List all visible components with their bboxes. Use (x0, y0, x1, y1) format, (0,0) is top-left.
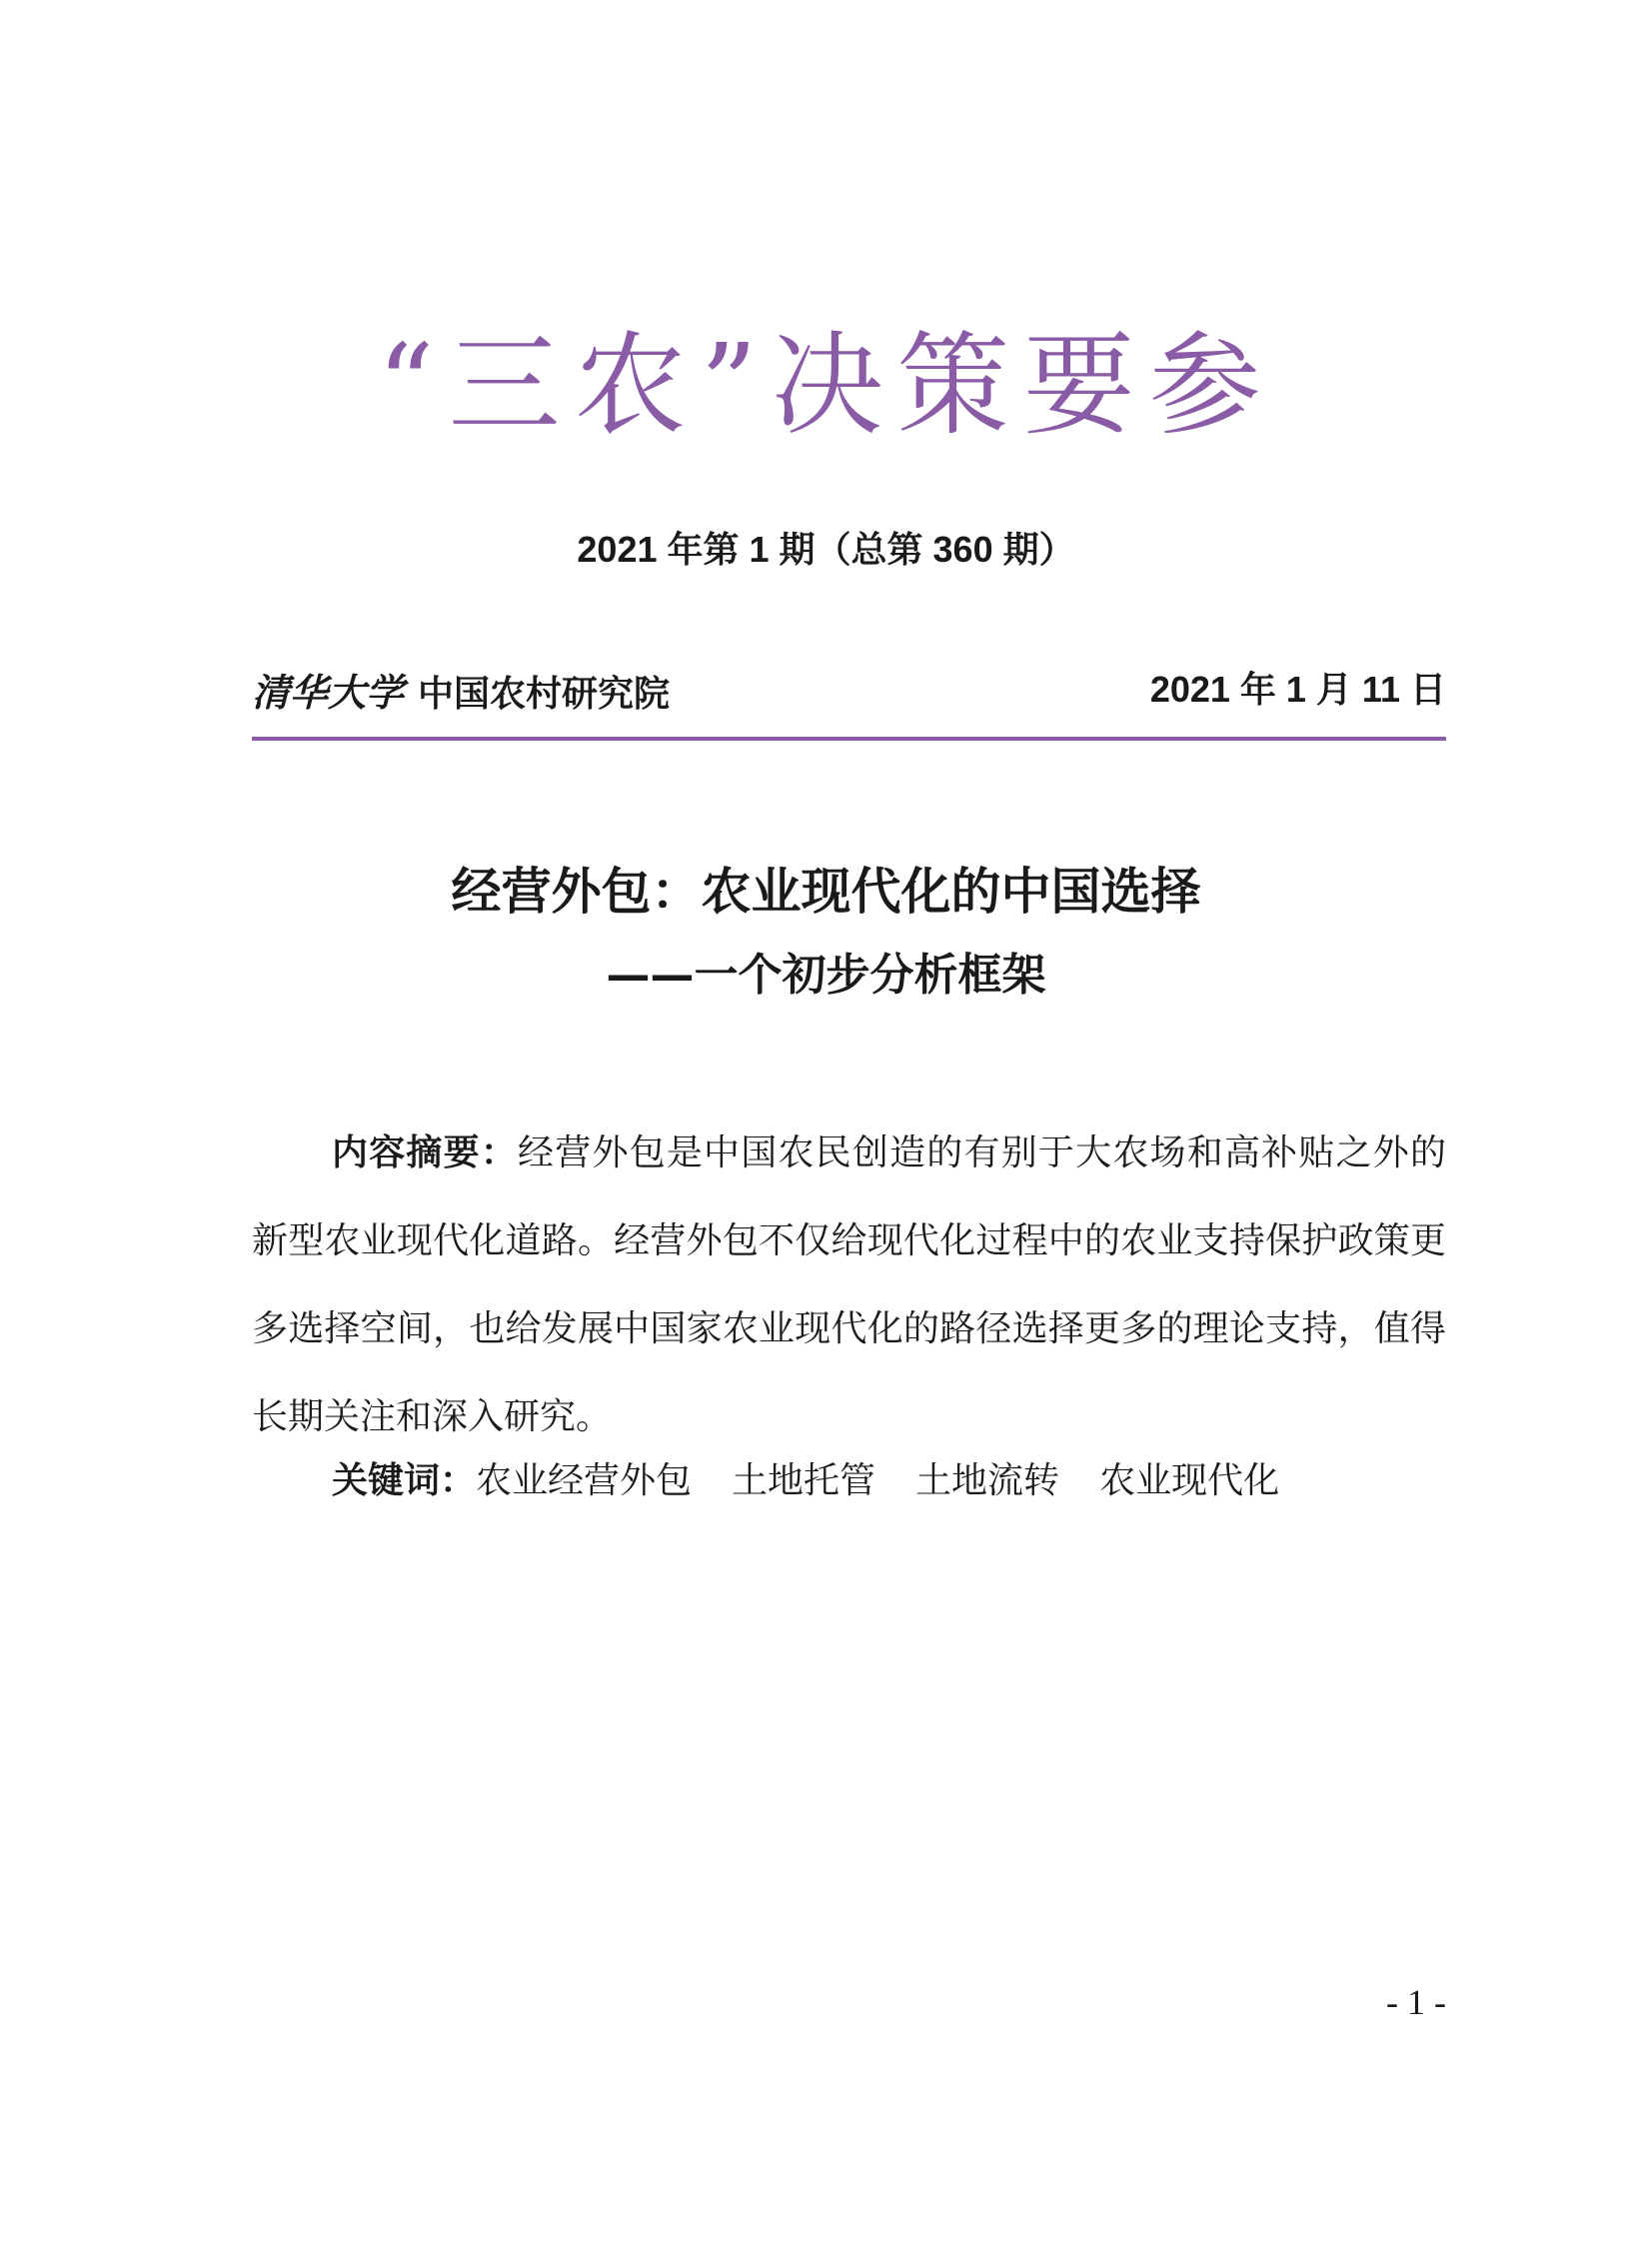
keyword-item: 土地流转 (915, 1460, 1060, 1501)
issue-line: 2021 年第 1 期（总第 360 期） (577, 529, 1075, 570)
keyword-item: 农业经营外包 (476, 1460, 693, 1501)
keyword-item: 农业现代化 (1099, 1460, 1280, 1501)
publication-date: 2021 年 1 月 11 日 (1149, 669, 1446, 710)
keyword-item: 土地托管 (732, 1460, 876, 1501)
abstract-label: 内容摘要： (332, 1132, 519, 1173)
article-title: 经营外包：农业现代化的中国选择 (451, 863, 1201, 921)
page-number: - 1 - (1386, 1982, 1446, 2022)
header-divider (252, 737, 1446, 741)
masthead-title: “三农”决策要参 (377, 321, 1275, 451)
abstract-text: 经营外包是中国农民创造的有别于大农场和高补贴之外的新型农业现代化道路。经营外包不仅给现代化过程中的农业支持保护政策更多选择空间，也给发展中国家农业现代化的路径选择更多的理论支持，值得长期关注和深入研究。 (252, 1132, 1446, 1437)
keywords-label: 关键词： (332, 1460, 477, 1501)
organization (252, 662, 670, 717)
article-subtitle: ——一个初步分析框架 (606, 950, 1046, 1001)
university-logo-text: 清华大学 (252, 670, 405, 715)
keywords-line (332, 1451, 1446, 1511)
header-row (252, 662, 1446, 715)
abstract-paragraph (252, 1110, 1446, 1461)
institute-name: 中国农村研究院 (418, 674, 671, 715)
